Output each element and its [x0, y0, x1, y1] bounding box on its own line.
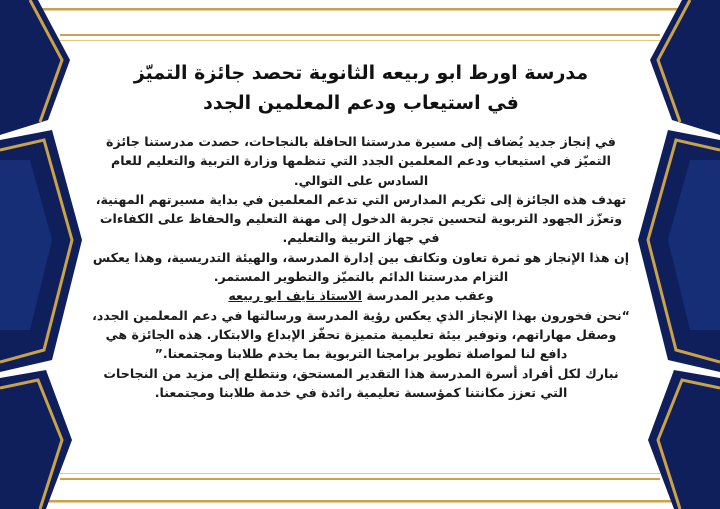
bottom-gold-line-inner — [60, 478, 660, 480]
title-line-2: في استيعاب ودعم المعلمين الجدد — [203, 92, 519, 114]
top-gold-line-inner — [60, 34, 660, 36]
title-line-1: مدرسة اورط ابو ربيعه الثانوية تحصد جائزة التميّز — [133, 62, 589, 84]
announcement-content — [92, 58, 630, 402]
paragraph-cooperation: إن هذا الإنجاز هو ثمرة تعاون وتكاتف بين إدارة المدرسة، والهيئة التدريسية، وهذا يعكس التزام مدرستنا الدائم بالتميّز والتطوير المستمر. — [92, 249, 630, 285]
top-gold-line-thin — [60, 40, 660, 41]
bottom-gold-line-outer — [0, 500, 720, 503]
right-side-ornament — [638, 0, 720, 509]
announcement-body — [92, 132, 630, 402]
top-gold-line-outer — [0, 8, 720, 11]
paragraph-achievement: في إنجاز جديد يُضاف إلى مسيرة مدرستنا الحافلة بالنجاحات، حصدت مدرستنا جائزة التميّز في استيعاب ودعم المعلمين الجدد التي تنظمها وزارة التربية والتعليم للعام السادس على التوالي. — [106, 134, 616, 188]
left-side-ornament — [0, 0, 82, 509]
paragraph-award-goal: تهدف هذه الجائزة إلى تكريم المدارس التي تدعم المعلمين في بداية مسيرتهم المهنية، وتعزّز الجهود التربوية لتحسين تجربة الدخول إلى مهنة التعليم والحفاظ على الكفاءات في جهاز التربية والتعليم. — [95, 191, 627, 246]
announcement-title — [92, 58, 630, 118]
principal-name: الاستاذ نايف ابو ربيعه — [228, 288, 362, 304]
principal-intro: وعقب مدير المدرسة — [366, 288, 494, 304]
closing-congratulations: نبارك لكل أفراد أسرة المدرسة هذا التقدير المستحق، ونتطلع إلى مزيد من النجاحات التي تعزز مكانتنا كمؤسسة تعليمية رائدة في خدمة طلابنا ومجتمعنا. — [103, 365, 619, 400]
principal-line — [92, 286, 630, 305]
principal-quote: “نحن فخورون بهذا الإنجاز الذي يعكس رؤية المدرسة ورسالتها في دعم المعلمين الجدد، وصقل مهاراتهم، وتوفير بيئة تعليمية متميزة تحفّز الإبداع والابتكار. هذه الجائزة هي دافع لنا لمواصلة تطوير برامجنا التربوية بما يخدم طلابنا ومجتمعنا.” — [92, 307, 630, 362]
bottom-gold-line-thin — [60, 473, 660, 474]
